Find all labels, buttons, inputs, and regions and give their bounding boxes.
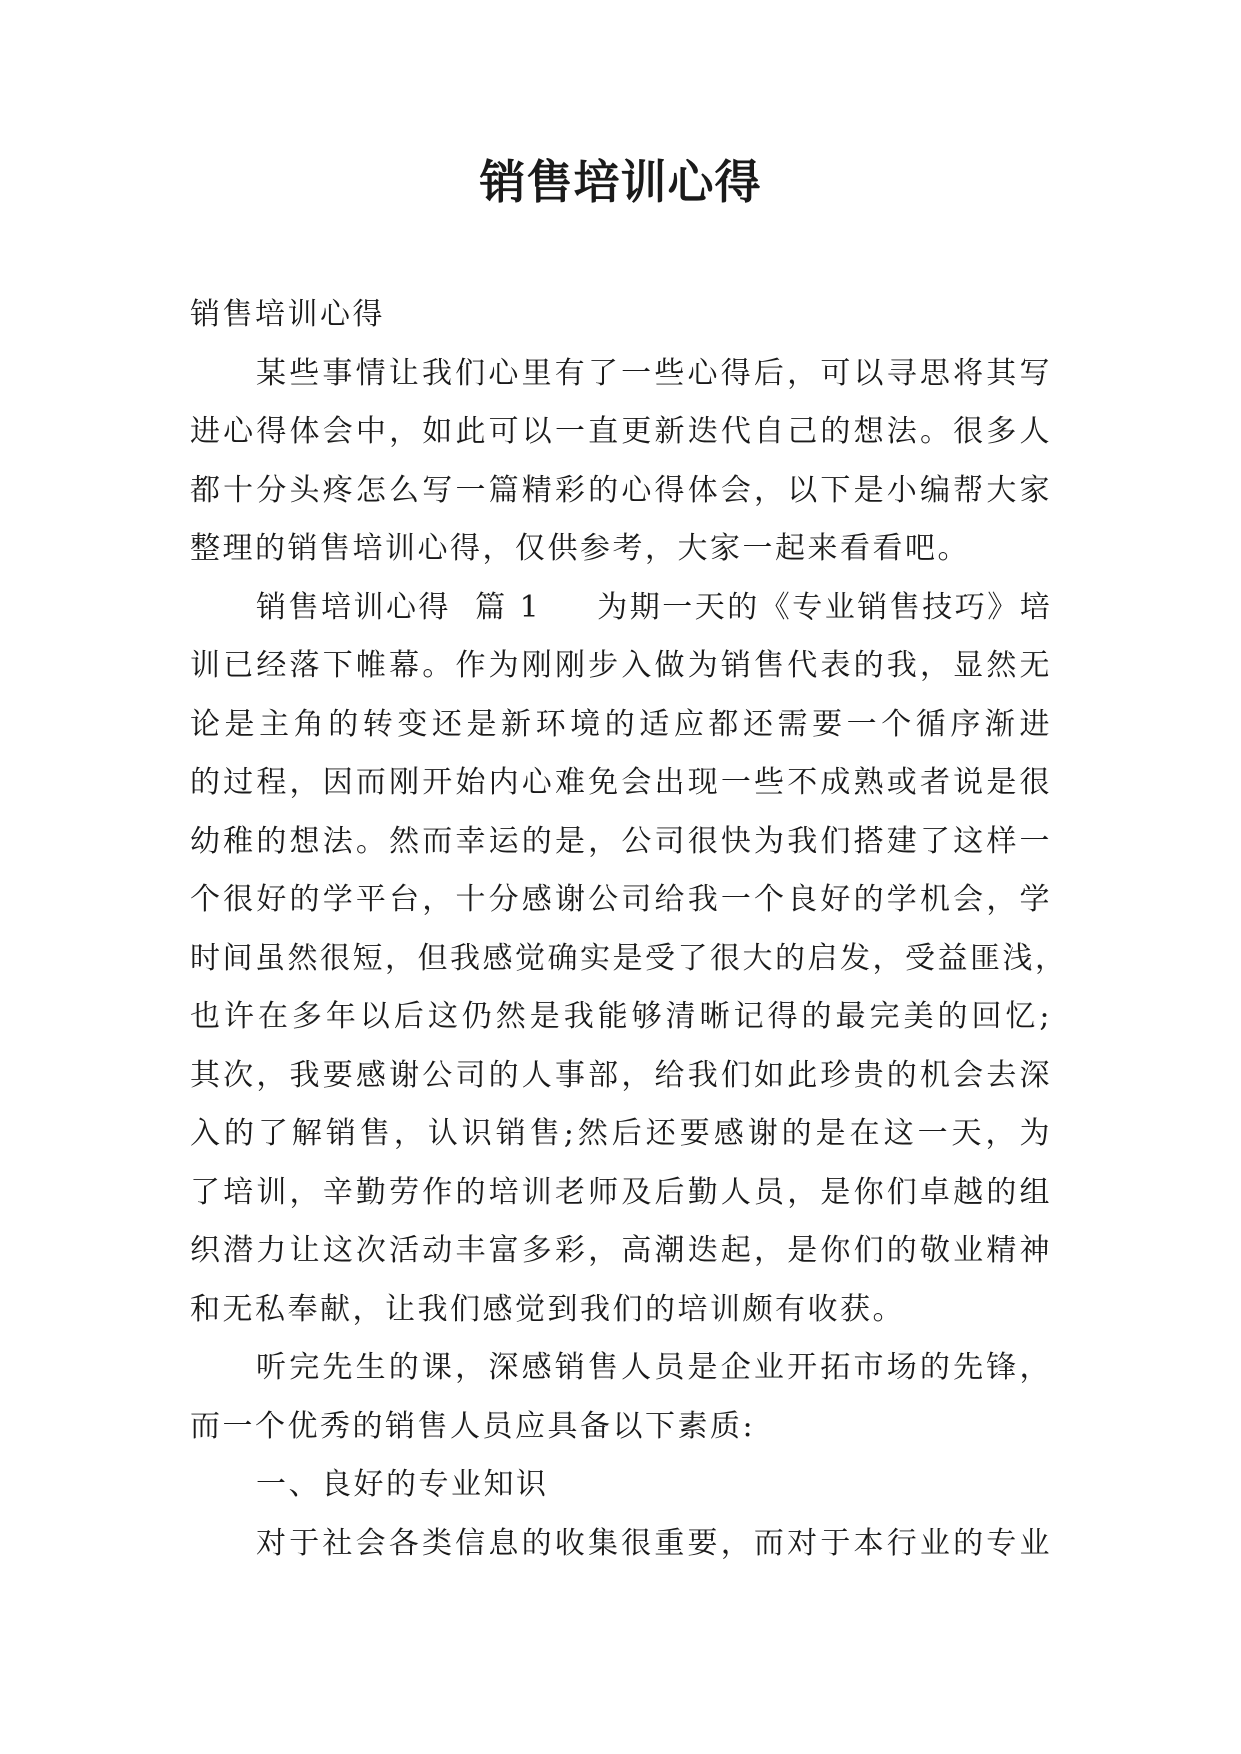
body-line: 进心得体会中，如此可以一直更新迭代自己的想法。很多人 bbox=[190, 414, 1052, 449]
body-line: 幼稚的想法。然而幸运的是，公司很快为我们搭建了这样一 bbox=[190, 823, 1052, 859]
document-body bbox=[190, 286, 1068, 1573]
section-first-line: 为期一天的《专业销售技巧》培 bbox=[597, 589, 1053, 625]
body-line: 和无私奉献，让我们感觉到我们的培训颇有收获。 bbox=[190, 1291, 905, 1327]
body-line: 也许在多年以后这仍然是我能够清晰记得的最完美的回忆; bbox=[190, 999, 1052, 1034]
body-line: 时间虽然很短，但我感觉确实是受了很大的启发，受益匪浅， bbox=[190, 940, 1068, 976]
section-heading: 销售培训心得 篇 1 bbox=[256, 589, 542, 625]
body-line: 其次，我要感谢公司的人事部，给我们如此珍贵的机会去深 bbox=[190, 1057, 1052, 1093]
body-line: 论是主角的转变还是新环境的适应都还需要一个循序渐进 bbox=[190, 706, 1052, 742]
body-line: 某些事情让我们心里有了一些心得后，可以寻思将其写 bbox=[256, 355, 1052, 391]
body-line: 听完先生的课，深感销售人员是企业开拓市场的先锋， bbox=[256, 1350, 1052, 1385]
body-line: 织潜力让这次活动丰富多彩，高潮迭起，是你们的敬业精神 bbox=[190, 1233, 1052, 1268]
body-line: 了培训，辛勤劳作的培训老师及后勤人员，是你们卓越的组 bbox=[190, 1174, 1052, 1210]
body-line: 训已经落下帷幕。作为刚刚步入做为销售代表的我，显然无 bbox=[190, 648, 1052, 683]
body-line: 都十分头疼怎么写一篇精彩的心得体会，以下是小编帮大家 bbox=[190, 472, 1052, 508]
subheading-line: 一、良好的专业知识 bbox=[256, 1467, 549, 1502]
body-line: 而一个优秀的销售人员应具备以下素质: bbox=[190, 1408, 756, 1444]
body-line: 的过程，因而刚开始内心难免会出现一些不成熟或者说是很 bbox=[190, 765, 1052, 800]
document-title: 销售培训心得 bbox=[479, 155, 762, 209]
body-line: 整理的销售培训心得，仅供参考，大家一起来看看吧。 bbox=[190, 531, 970, 566]
body-line: 对于社会各类信息的收集很重要，而对于本行业的专业 bbox=[256, 1525, 1052, 1561]
section-heading-line bbox=[190, 579, 1052, 638]
body-line: 销售培训心得 bbox=[190, 297, 385, 332]
body-line: 入的了解销售，认识销售;然后还要感谢的是在这一天，为 bbox=[190, 1116, 1052, 1151]
body-line: 个很好的学平台，十分感谢公司给我一个良好的学机会，学 bbox=[190, 882, 1052, 917]
